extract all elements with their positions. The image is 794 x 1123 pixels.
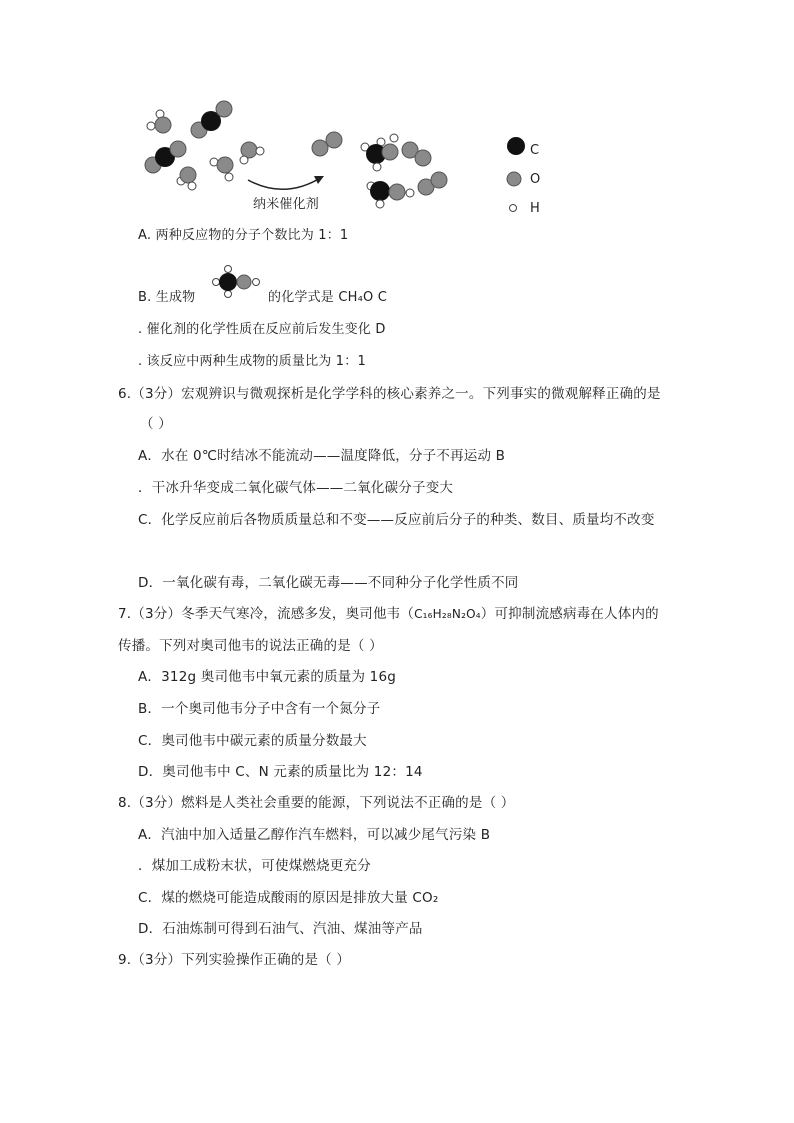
q5-option-b-prefix: B. 生成物 xyxy=(138,290,196,305)
carbon-atom-icon xyxy=(507,137,525,155)
q7-stem-post: ）可抑制流感病毒在人体内的 xyxy=(480,606,659,622)
q5-option-b-suffix: 的化学式是 CH₄O C xyxy=(268,290,388,305)
legend-label-o: O xyxy=(530,172,541,187)
q7-option-a: A．312g 奥司他韦中氧元素的质量为 16g xyxy=(138,669,397,685)
q7-stem-pre: 7.（3分）冬季天气寒冷，流感多发，奥司他韦（ xyxy=(118,606,415,622)
q9-stem: 9.（3分）下列实验操作正确的是（ ） xyxy=(118,952,351,968)
q8-option-b: ．煤加工成粉末状，可使煤燃烧更充分 xyxy=(138,858,371,874)
q6-option-b: ．干冰升华变成二氧化碳气体——二氧化碳分子变大 xyxy=(138,480,454,496)
q6-option-a: A．水在 0℃时结冰不能流动——温度降低，分子不再运动 B xyxy=(138,448,506,464)
q7-option-c: C．奥司他韦中碳元素的质量分数最大 xyxy=(138,733,367,749)
q5-option-c: . 催化剂的化学性质在反应前后发生变化 D xyxy=(138,322,386,337)
q7-stem-line2: 传播。下列对奥司他韦的说法正确的是（ ） xyxy=(118,638,383,654)
q8-option-a: A．汽油中加入适量乙醇作汽车燃料，可以减少尾气污染 B xyxy=(138,827,491,843)
hydrogen-atom-icon xyxy=(510,205,517,212)
q7-stem xyxy=(118,605,659,623)
q6-answer-paren: （ ） xyxy=(140,416,172,432)
oxygen-atom-icon xyxy=(507,172,521,186)
q5-option-a: A. 两种反应物的分子个数比为 1：1 xyxy=(138,228,349,243)
legend-label-h: H xyxy=(530,201,540,216)
q7-option-d: D．奥司他韦中 C、N 元素的质量比为 12：14 xyxy=(138,764,423,780)
q6-stem: 6.（3分）宏观辨识与微观探析是化学学科的核心素养之一。下列事实的微观解释正确的是 xyxy=(118,386,661,402)
q5-option-d: . 该反应中两种生成物的质量比为 1：1 xyxy=(138,354,366,369)
q7-formula: C₁₆H₂₈N₂O₄ xyxy=(414,607,481,621)
product-molecules xyxy=(312,132,447,208)
reaction-diagram xyxy=(0,0,794,230)
legend-label-c: C xyxy=(530,143,540,158)
q8-option-d: D．石油炼制可得到石油气、汽油、煤油等产品 xyxy=(138,921,423,937)
q7-option-b: B．一个奥司他韦分子中含有一个氮分子 xyxy=(138,701,381,717)
q8-option-c: C．煤的燃烧可能造成酸雨的原因是排放大量 CO₂ xyxy=(138,890,439,906)
reaction-arrow xyxy=(248,177,322,189)
product-molecule-icon xyxy=(210,263,270,303)
q6-option-d: D．一氧化碳有毒，二氧化碳无毒——不同种分子化学性质不同 xyxy=(138,575,519,591)
q8-stem: 8.（3分）燃料是人类社会重要的能源，下列说法不正确的是（ ） xyxy=(118,795,515,811)
q6-option-c: C．化学反应前后各物质质量总和不变——反应前后分子的种类、数目、质量均不改变 xyxy=(138,512,655,528)
reactant-molecules xyxy=(145,101,264,190)
catalyst-label: 纳米催化剂 xyxy=(253,197,320,212)
